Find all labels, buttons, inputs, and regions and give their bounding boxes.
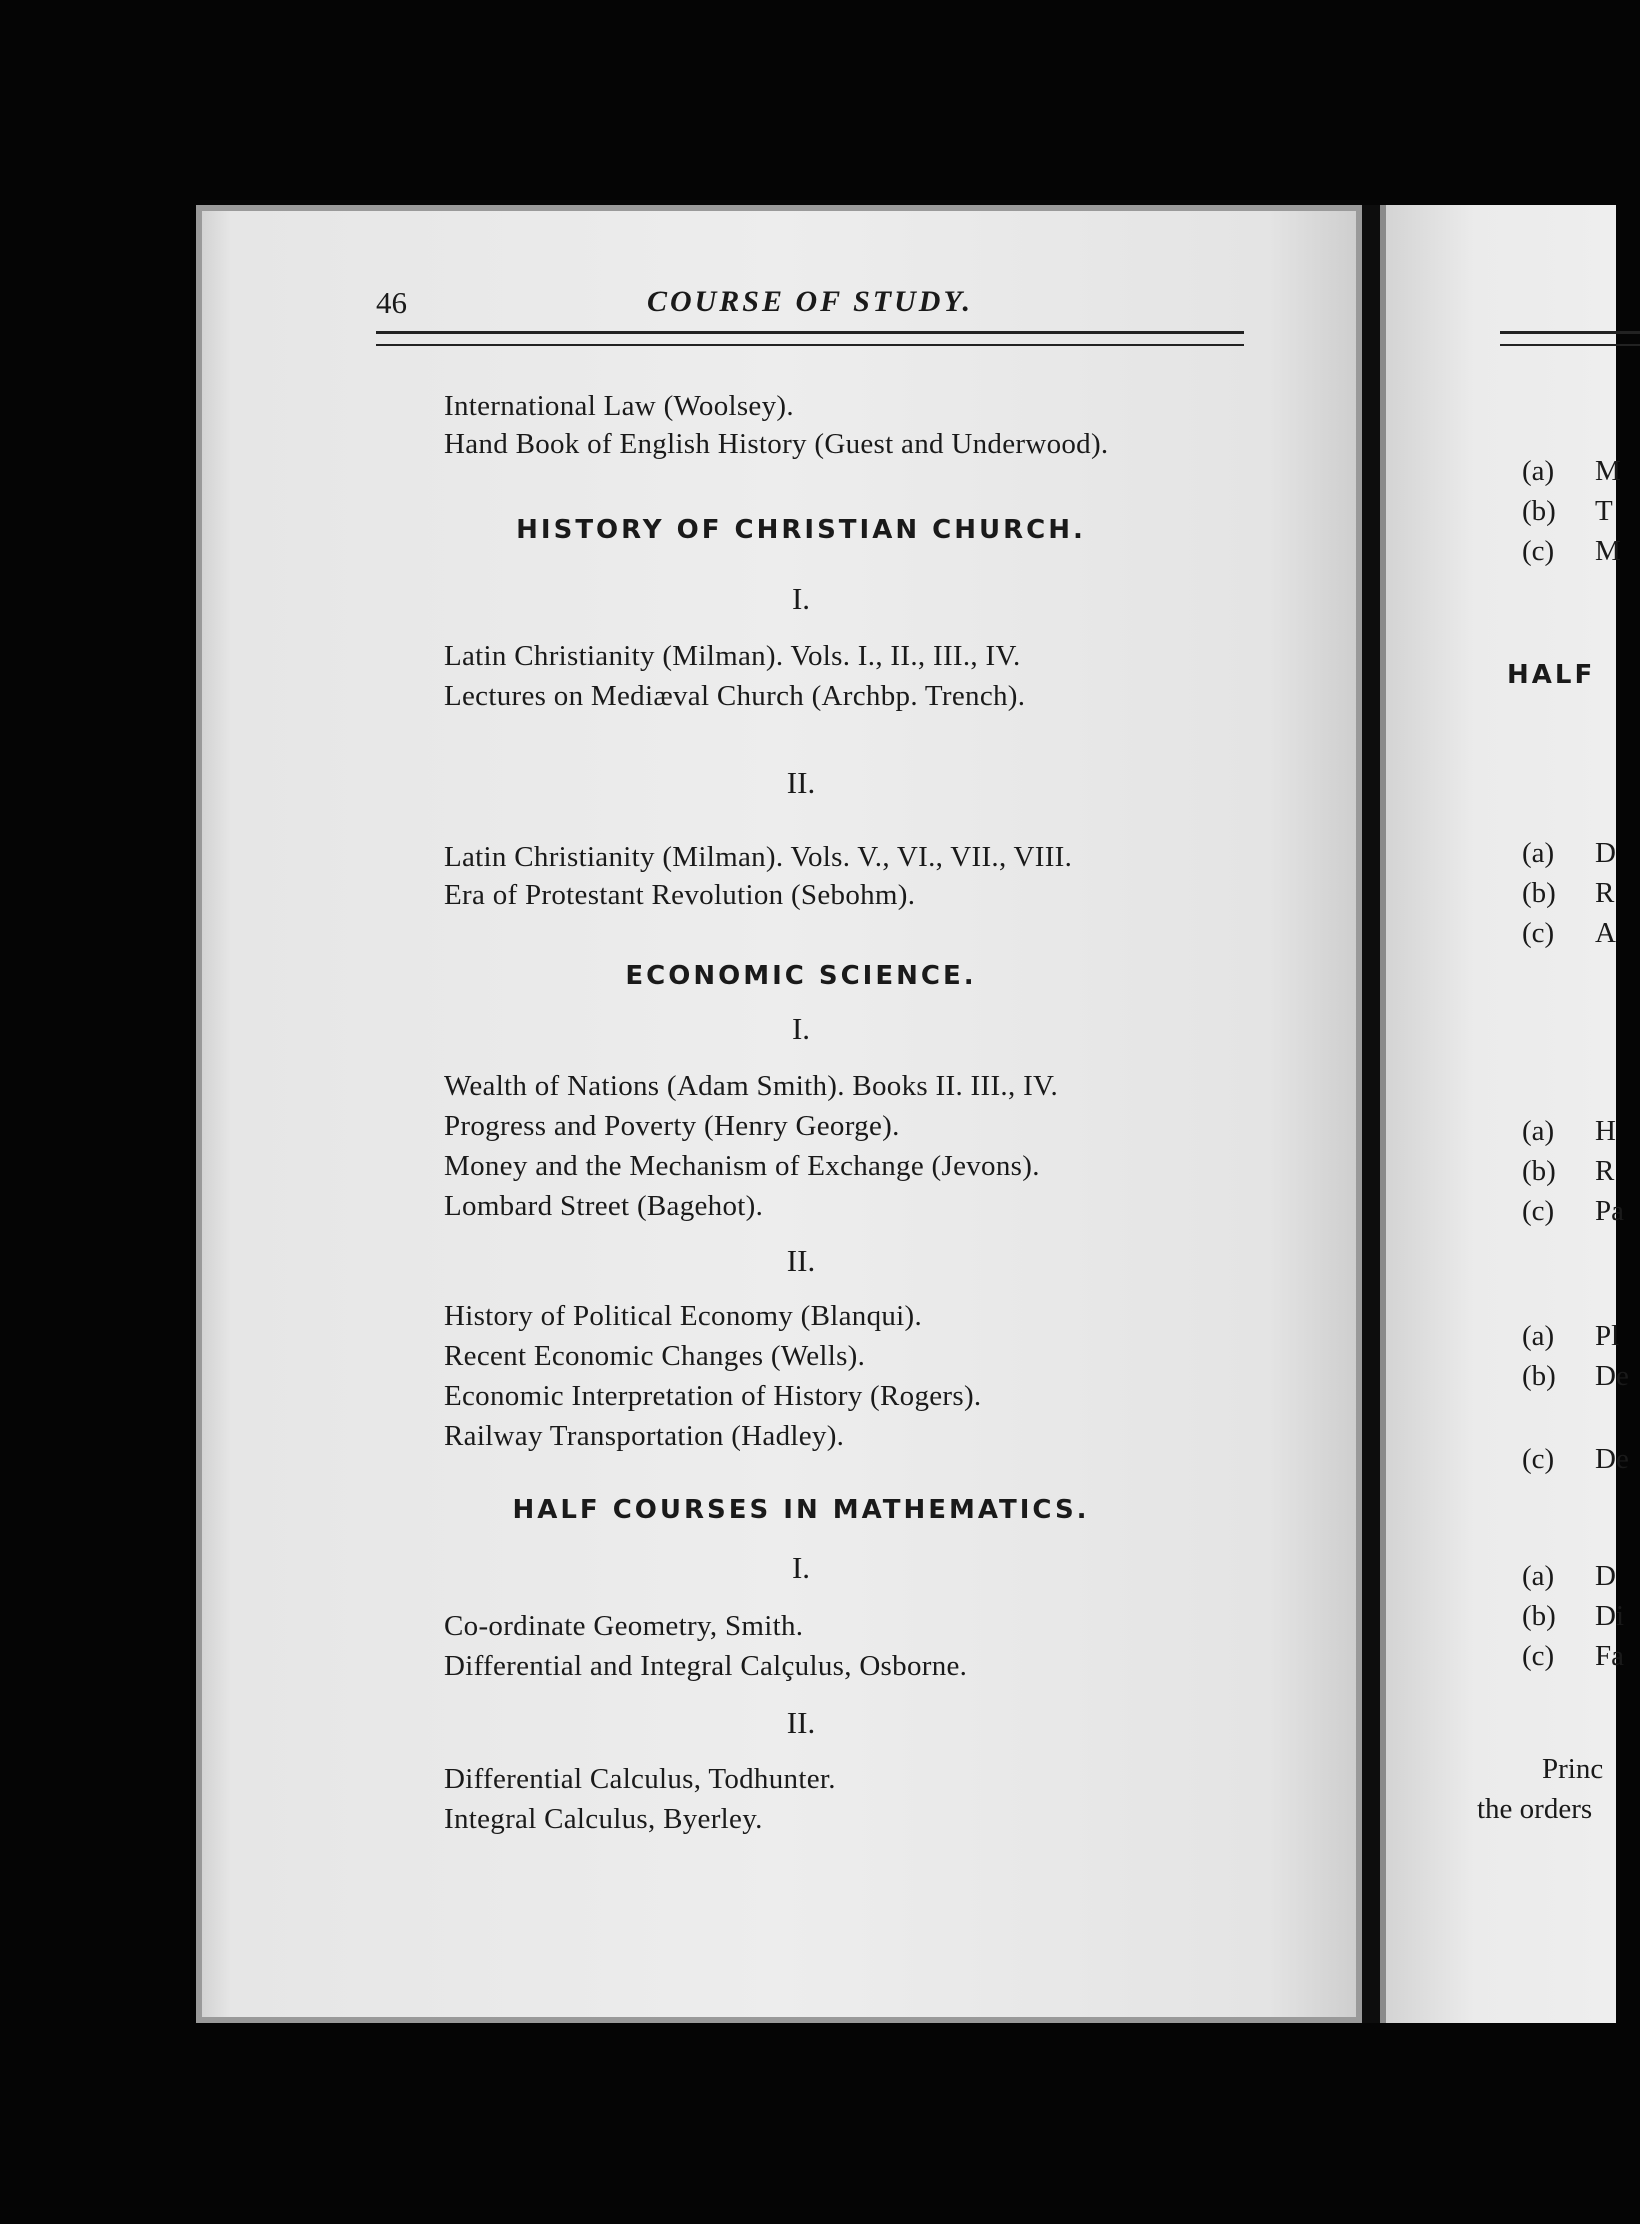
section-heading-church: HISTORY OF CHRISTIAN CHURCH. (516, 515, 1086, 545)
book-line: Lectures on Mediæval Church (Archbp. Trench). (444, 680, 1026, 712)
part-numeral: I. (791, 1550, 811, 1585)
book-line: Wealth of Nations (Adam Smith). Books II. III., IV. (444, 1070, 1059, 1102)
paragraph-line: Princ (1542, 1753, 1604, 1785)
running-head: COURSE OF STUDY. (646, 285, 974, 318)
part-numeral: I. (791, 581, 811, 616)
book-line: Latin Christianity (Milman). Vols. I., II., III., IV. (444, 640, 1021, 672)
book-line: Co-ordinate Geometry, Smith. (444, 1610, 804, 1642)
book-line: Money and the Mechanism of Exchange (Jevons). (444, 1150, 1040, 1182)
book-line: Recent Economic Changes (Wells). (444, 1340, 866, 1372)
paragraph-line: the orders (1477, 1793, 1593, 1825)
book-line: Hand Book of English History (Guest and Underwood). (444, 428, 1109, 460)
book-line: Differential Calculus, Todhunter. (444, 1763, 836, 1795)
part-numeral: II. (786, 765, 816, 800)
page-number: 46 (376, 285, 407, 320)
header-rule (1500, 331, 1640, 346)
right-page: (a) M (b) T (c) M HALF (a) D (b) R (c) A (a) H (b) R (c) Pa (a) Pl (b) De (c) De (a) D (b) Di (c) Fa Princ the orders (1380, 205, 1616, 2023)
book-line: Era of Protestant Revolution (Sebohm). (444, 879, 916, 911)
header-rule (376, 331, 1244, 346)
part-numeral: II. (786, 1705, 816, 1740)
page-header (376, 285, 1244, 335)
section-heading-economic: ECONOMIC SCIENCE. (625, 961, 977, 991)
book-line: Lombard Street (Bagehot). (444, 1190, 764, 1222)
book-line: Differential and Integral Calçulus, Osborne. (444, 1650, 968, 1682)
book-line: Integral Calculus, Byerley. (444, 1803, 763, 1835)
book-line: Railway Transportation (Hadley). (444, 1420, 845, 1452)
left-page (196, 205, 1362, 2023)
book-line: History of Political Economy (Blanqui). (444, 1300, 923, 1332)
part-numeral: I. (791, 1011, 811, 1046)
book-gutter (1362, 205, 1380, 2023)
section-heading: HALF (1507, 660, 1596, 690)
book-line: Progress and Poverty (Henry George). (444, 1110, 900, 1142)
section-heading-mathematics: HALF COURSES IN MATHEMATICS. (512, 1495, 1090, 1525)
book-line: Economic Interpretation of History (Rogers). (444, 1380, 982, 1412)
book-line: Latin Christianity (Milman). Vols. V., VI., VII., VIII. (444, 841, 1073, 873)
part-numeral: II. (786, 1243, 816, 1278)
book-line: International Law (Woolsey). (444, 390, 794, 422)
